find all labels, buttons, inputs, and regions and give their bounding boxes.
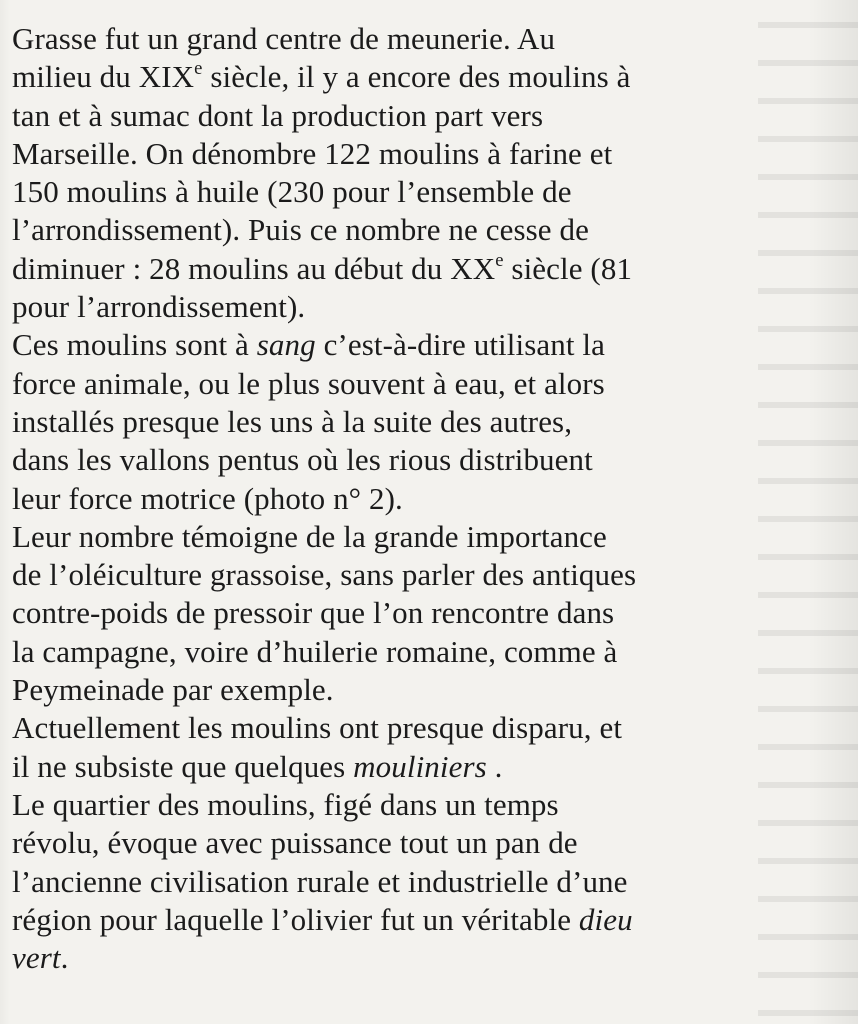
text-run: l’ancienne civilisation rurale et industrielle d’une bbox=[12, 863, 628, 899]
text-line bbox=[12, 901, 812, 939]
text-run: Peymeinade par exemple. bbox=[12, 672, 334, 708]
body-text bbox=[12, 20, 812, 977]
text-run: dans les vallons pentus où les rious distribuent bbox=[12, 442, 593, 478]
text-run: Ces moulins sont à bbox=[12, 327, 257, 363]
text-run: milieu du XIX bbox=[12, 59, 195, 95]
superscript: e bbox=[194, 58, 203, 80]
text-line bbox=[12, 211, 812, 249]
paragraph bbox=[12, 786, 812, 977]
text-line bbox=[12, 863, 812, 901]
text-run: tan et à sumac dont la production part vers bbox=[12, 97, 544, 133]
text-run: leur force motrice (photo n° 2). bbox=[12, 480, 403, 516]
italic-text: mouliniers bbox=[353, 748, 487, 784]
text-line bbox=[12, 786, 812, 824]
text-line bbox=[12, 556, 812, 594]
text-run: Grasse fut un grand centre de meunerie. Au bbox=[12, 21, 556, 56]
text-line bbox=[12, 365, 812, 403]
text-line bbox=[12, 250, 812, 288]
text-line bbox=[12, 633, 812, 671]
text-run: l’arrondissement). Puis ce nombre ne cesse de bbox=[12, 212, 589, 248]
paragraph bbox=[12, 518, 812, 709]
text-run: région pour laquelle l’olivier fut un véritable bbox=[12, 901, 579, 937]
text-run: siècle, il y a encore des moulins à bbox=[202, 59, 631, 95]
text-line bbox=[12, 173, 812, 211]
text-line bbox=[12, 326, 812, 364]
text-line bbox=[12, 135, 812, 173]
italic-text: vert bbox=[12, 940, 61, 976]
text-run: siècle (81 bbox=[503, 250, 633, 286]
text-line bbox=[12, 20, 812, 58]
text-run: la campagne, voire d’huilerie romaine, comme à bbox=[12, 633, 618, 669]
text-line bbox=[12, 518, 812, 556]
text-run: il ne subsiste que quelques bbox=[12, 748, 354, 784]
text-line bbox=[12, 288, 812, 326]
text-line bbox=[12, 709, 812, 747]
text-line bbox=[12, 58, 812, 96]
text-line bbox=[12, 939, 812, 977]
text-run: pour l’arrondissement). bbox=[12, 289, 306, 325]
text-run: 150 moulins à huile (230 pour l’ensemble de bbox=[12, 174, 572, 210]
paragraph bbox=[12, 326, 812, 517]
text-run: Leur nombre témoigne de la grande importance bbox=[12, 518, 607, 554]
paragraph bbox=[12, 709, 812, 786]
superscript: e bbox=[495, 249, 504, 271]
paragraph bbox=[12, 20, 812, 326]
text-line bbox=[12, 97, 812, 135]
text-run: révolu, évoque avec puissance tout un pan de bbox=[12, 825, 578, 861]
text-run: c’est-à-dire utilisant la bbox=[315, 327, 605, 363]
text-run: . bbox=[60, 940, 69, 976]
text-run: Actuellement les moulins ont presque disparu, et bbox=[12, 710, 623, 746]
text-line bbox=[12, 441, 812, 479]
text-line bbox=[12, 824, 812, 862]
text-run: Le quartier des moulins, figé dans un temps bbox=[12, 786, 559, 822]
text-run: de l’oléiculture grassoise, sans parler des antiques bbox=[12, 557, 637, 593]
text-run: diminuer : 28 moulins au début du XX bbox=[12, 250, 496, 286]
text-line bbox=[12, 671, 812, 709]
text-run: force animale, ou le plus souvent à eau, et alors bbox=[12, 365, 605, 401]
text-line bbox=[12, 480, 812, 518]
italic-text: sang bbox=[256, 327, 316, 363]
text-line bbox=[12, 748, 812, 786]
text-run: Marseille. On dénombre 122 moulins à farine et bbox=[12, 135, 613, 171]
text-line bbox=[12, 403, 812, 441]
text-run: installés presque les uns à la suite des autres, bbox=[12, 403, 573, 439]
italic-text: dieu bbox=[578, 901, 633, 937]
text-run: contre-poids de pressoir que l’on rencontre dans bbox=[12, 595, 615, 631]
text-run: . bbox=[486, 748, 503, 784]
text-line bbox=[12, 594, 812, 632]
